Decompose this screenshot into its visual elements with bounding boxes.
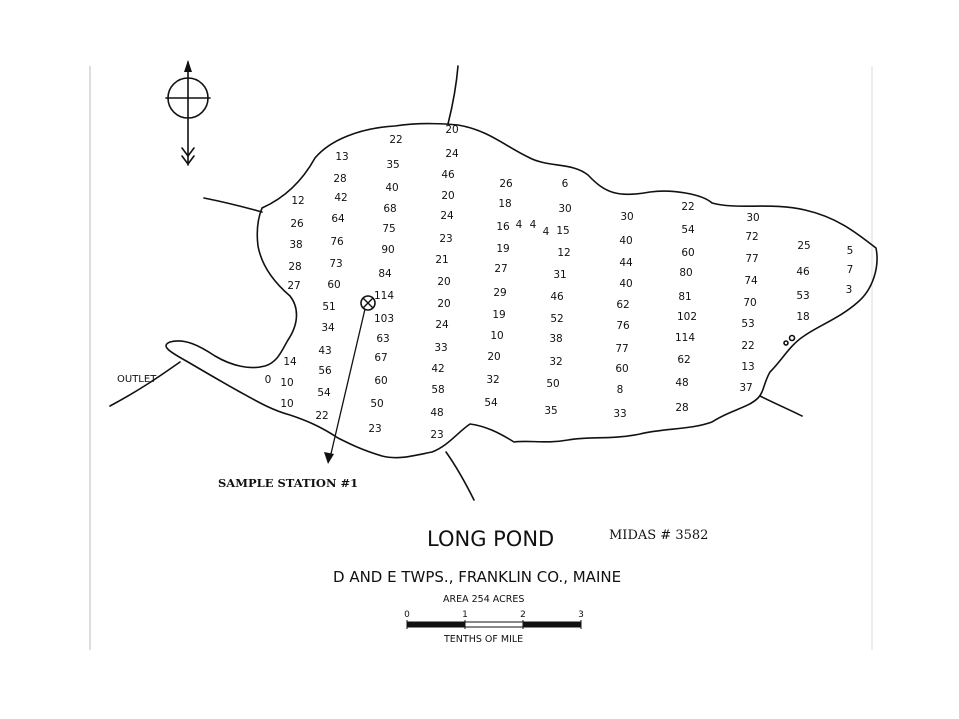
depth-sounding: 40: [385, 182, 399, 194]
depth-sounding: 4: [515, 219, 523, 231]
depth-sounding: 27: [287, 280, 301, 292]
depth-sounding: 60: [615, 363, 629, 375]
depth-sounding: 14: [283, 356, 297, 368]
depth-sounding: 22: [741, 340, 755, 352]
map-title: LONG POND: [427, 527, 555, 551]
depth-sounding: 68: [383, 203, 397, 215]
scale-bar: [404, 610, 584, 645]
depth-sounding: 30: [558, 203, 572, 215]
depth-sounding: 20: [445, 124, 459, 136]
area-label: AREA 254 ACRES: [443, 594, 525, 605]
depth-sounding: 15: [556, 225, 570, 237]
depth-sounding: 31: [553, 269, 567, 281]
depth-sounding: 53: [796, 290, 810, 302]
stream-southeast: [760, 396, 802, 416]
depth-sounding: 46: [550, 291, 564, 303]
depth-sounding: 114: [373, 290, 395, 302]
depth-sounding: 38: [289, 239, 303, 251]
depth-sounding: 67: [374, 352, 388, 364]
depth-sounding: 102: [676, 311, 698, 323]
depth-sounding: 23: [439, 233, 453, 245]
depth-sounding: 40: [619, 235, 633, 247]
depth-sounding: 60: [327, 279, 341, 291]
depth-sounding: 33: [434, 342, 448, 354]
depth-sounding: 32: [486, 374, 500, 386]
depth-sounding: 25: [797, 240, 811, 252]
location-subtitle: D AND E TWPS., FRANKLIN CO., MAINE: [333, 568, 622, 586]
depth-sounding: 34: [321, 322, 335, 334]
depth-sounding: 26: [290, 218, 304, 230]
depth-sounding: 51: [322, 301, 336, 313]
scale-tick-1: 1: [462, 610, 468, 620]
depth-sounding: 5: [846, 245, 854, 257]
depth-sounding: 81: [678, 291, 692, 303]
pond-shoreline: [166, 124, 877, 458]
outlet-label: OUTLET: [117, 374, 157, 385]
depth-sounding: 76: [330, 236, 344, 248]
depth-sounding: 90: [381, 244, 395, 256]
depth-sounding: 56: [318, 365, 332, 377]
depth-sounding: 35: [544, 405, 558, 417]
islet: [790, 336, 795, 341]
depth-sounding: 28: [288, 261, 302, 273]
depth-sounding: 50: [370, 398, 384, 410]
depth-sounding: 114: [674, 332, 696, 344]
depth-sounding: 30: [620, 211, 634, 223]
depth-sounding: 19: [492, 309, 506, 321]
stream-north: [448, 66, 458, 124]
depth-sounding: 13: [741, 361, 755, 373]
depth-sounding: 62: [616, 299, 630, 311]
depth-sounding: 48: [430, 407, 444, 419]
depth-sounding: 62: [677, 354, 691, 366]
north-arrow-icon: [166, 60, 210, 165]
stream-south: [446, 452, 474, 500]
islet: [784, 341, 788, 345]
depth-sounding: 84: [378, 268, 392, 280]
depth-soundings: [265, 124, 854, 441]
depth-sounding: 50: [546, 378, 560, 390]
depth-sounding: 24: [435, 319, 449, 331]
depth-sounding: 12: [557, 247, 571, 259]
depth-sounding: 76: [616, 320, 630, 332]
depth-sounding: 10: [490, 330, 504, 342]
depth-sounding: 18: [796, 311, 810, 323]
depth-sounding: 3: [845, 284, 853, 296]
depth-sounding: 44: [619, 257, 633, 269]
depth-sounding: 42: [334, 192, 348, 204]
sample-station-marker-icon: [361, 296, 375, 310]
depth-sounding: 24: [440, 210, 454, 222]
scale-tick-0: 0: [404, 610, 410, 620]
depth-sounding: 4: [542, 226, 550, 238]
depth-sounding: 10: [280, 377, 294, 389]
depth-sounding: 21: [435, 254, 449, 266]
depth-sounding: 33: [613, 408, 627, 420]
station-pointer-head: [324, 452, 334, 464]
station-pointer: [330, 309, 365, 458]
depth-sounding: 32: [549, 356, 563, 368]
depth-sounding: 60: [374, 375, 388, 387]
depth-sounding: 53: [741, 318, 755, 330]
depth-sounding: 19: [496, 243, 510, 255]
scale-tick-2: 2: [520, 610, 526, 620]
depth-sounding: 30: [746, 212, 760, 224]
depth-sounding: 54: [681, 224, 695, 236]
depth-sounding: 72: [745, 231, 759, 243]
depth-sounding: 6: [561, 178, 569, 190]
depth-sounding: 54: [484, 397, 498, 409]
depth-sounding: 24: [445, 148, 459, 160]
sample-station-label: SAMPLE STATION #1: [218, 476, 359, 490]
depth-sounding: 54: [317, 387, 331, 399]
depth-sounding: 27: [494, 263, 508, 275]
scale-tick-3: 3: [578, 610, 584, 620]
depth-sounding: 77: [615, 343, 629, 355]
depth-sounding: 22: [389, 134, 403, 146]
depth-sounding: 40: [619, 278, 633, 290]
depth-sounding: 70: [743, 297, 757, 309]
depth-sounding: 60: [681, 247, 695, 259]
depth-sounding: 20: [437, 276, 451, 288]
depth-sounding: 16: [496, 221, 510, 233]
depth-sounding: 23: [368, 423, 382, 435]
depth-sounding: 20: [437, 298, 451, 310]
depth-sounding: 8: [616, 384, 624, 396]
depth-sounding: 75: [382, 223, 396, 235]
scale-caption: TENTHS OF MILE: [444, 634, 524, 645]
depth-sounding: 58: [431, 384, 445, 396]
depth-sounding: 7: [846, 264, 854, 276]
depth-sounding: 22: [681, 201, 695, 213]
depth-sounding: 12: [291, 195, 305, 207]
depth-sounding: 38: [549, 333, 563, 345]
midas-id: MIDAS # 3582: [609, 528, 709, 543]
depth-sounding: 23: [430, 429, 444, 441]
depth-sounding: 48: [675, 377, 689, 389]
depth-sounding: 52: [550, 313, 564, 325]
depth-sounding: 63: [376, 333, 390, 345]
depth-sounding: 22: [315, 410, 329, 422]
depth-sounding: 28: [333, 173, 347, 185]
depth-sounding: 26: [499, 178, 513, 190]
depth-sounding: 77: [745, 253, 759, 265]
depth-sounding: 73: [329, 258, 343, 270]
depth-sounding: 13: [335, 151, 349, 163]
depth-sounding: 80: [679, 267, 693, 279]
depth-sounding: 43: [318, 345, 332, 357]
depth-sounding: 35: [386, 159, 400, 171]
depth-sounding: 29: [493, 287, 507, 299]
depth-sounding: 28: [675, 402, 689, 414]
stream-northwest: [204, 198, 262, 212]
depth-sounding: 4: [529, 219, 537, 231]
depth-sounding: 46: [441, 169, 455, 181]
depth-sounding: 0: [264, 374, 272, 386]
depth-sounding: 74: [744, 275, 758, 287]
depth-sounding: 103: [373, 313, 395, 325]
depth-sounding: 20: [441, 190, 455, 202]
depth-sounding: 46: [796, 266, 810, 278]
depth-sounding: 20: [487, 351, 501, 363]
depth-sounding: 10: [280, 398, 294, 410]
depth-sounding: 42: [431, 363, 445, 375]
depth-sounding: 37: [739, 382, 753, 394]
depth-sounding: 18: [498, 198, 512, 210]
depth-sounding: 64: [331, 213, 345, 225]
